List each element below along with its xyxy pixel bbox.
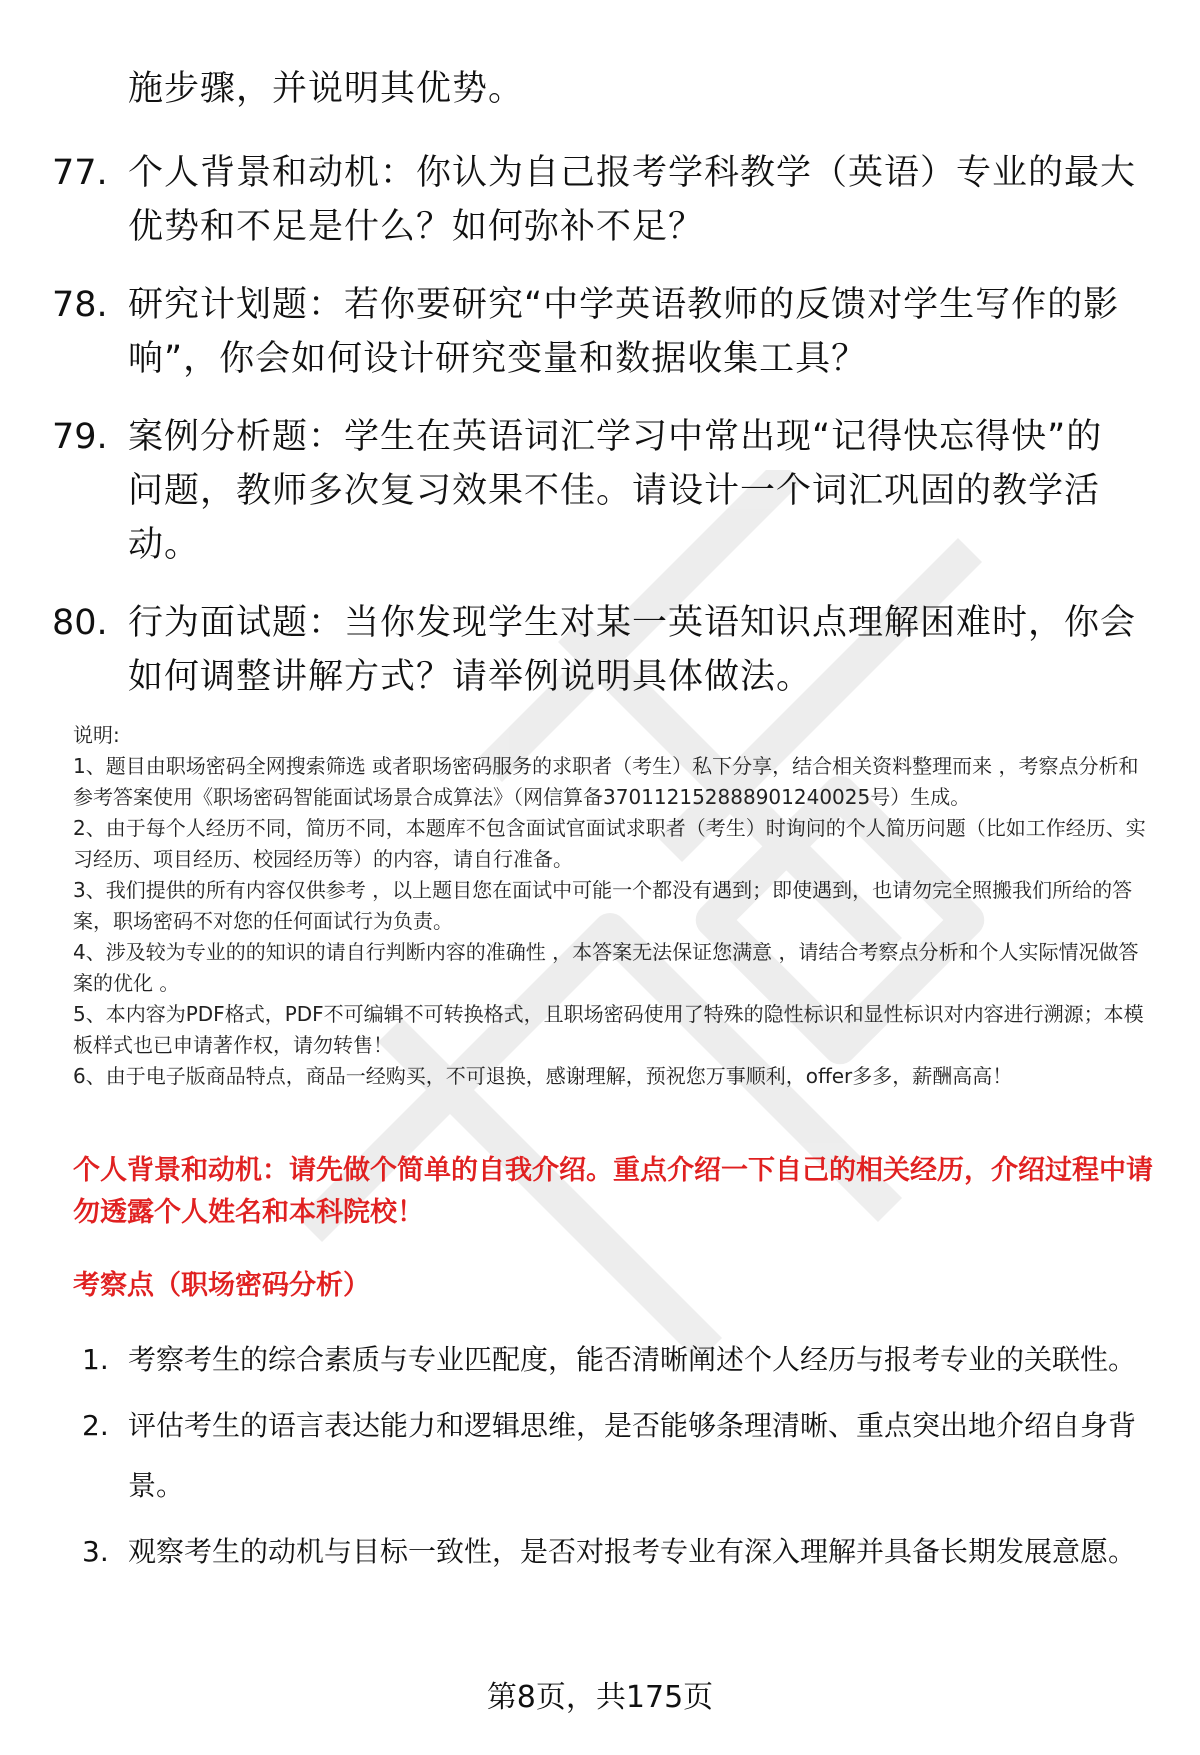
note-item: 1、题目由职场密码全网搜索筛选 或者职场密码服务的求职者（考生）私下分享，结合相关资料整理而来 ，考察点分析和参考答案使用《职场密码智能面试场景合成算法》（网信算备370112152888901240025号）生成。 <box>73 754 1139 809</box>
note-item: 3、我们提供的所有内容仅供参考 ，以上题目您在面试中可能一个都没有遇到；即使遇到，也请勿完全照搬我们所给的答案，职场密码不对您的任何面试行为负责。 <box>73 878 1133 933</box>
note-item: 2、由于每个人经历不同，简历不同，本题库不包含面试官面试求职者（考生）时询问的个人简历问题（比如工作经历、实习经历、项目经历、校园经历等）的内容，请自行准备。 <box>73 816 1146 871</box>
notes-section <box>73 720 1158 1092</box>
analysis-heading: 考察点（职场密码分析） <box>73 1270 370 1301</box>
point-number: 2. <box>82 1409 109 1442</box>
point-number: 1. <box>82 1343 109 1376</box>
question-text: 案例分析题：学生在英语词汇学习中常出现“记得快忘得快”的问题，教师多次复习效果不佳。请设计一个词汇巩固的教学活动。 <box>128 417 1103 565</box>
analysis-point <box>0 1396 1200 1516</box>
point-number: 3. <box>82 1535 109 1568</box>
note-item: 5、本内容为PDF格式，PDF不可编辑不可转换格式，且职场密码使用了特殊的隐性标识和显性标识对内容进行溯源；本模板样式也已申请著作权，请勿转售！ <box>73 1002 1144 1057</box>
question-item <box>0 596 1200 704</box>
question-item <box>0 410 1200 572</box>
analysis-point <box>0 1522 1200 1582</box>
question-list <box>0 62 1200 728</box>
question-text: 行为面试题：当你发现学生对某一英语知识点理解困难时，你会如何调整讲解方式？请举例说明具体做法。 <box>128 603 1137 697</box>
note-item: 6、由于电子版商品特点，商品一经购买，不可退换，感谢理解，预祝您万事顺利，offer多多，薪酬高高！ <box>73 1064 1013 1088</box>
question-text: 个人背景和动机：你认为自己报考学科教学（英语）专业的最大优势和不足是什么？如何弥补不足？ <box>128 153 1137 247</box>
point-text: 观察考生的动机与目标一致性，是否对报考专业有深入理解并具备长期发展意愿。 <box>128 1535 1137 1568</box>
question-item <box>0 278 1200 386</box>
analysis-points <box>0 1330 1200 1588</box>
question-number: 79. <box>52 417 108 457</box>
question-number: 78. <box>52 285 108 325</box>
question-number: 80. <box>52 603 108 643</box>
point-text: 评估考生的语言表达能力和逻辑思维，是否能够条理清晰、重点突出地介绍自身背景。 <box>128 1409 1137 1502</box>
note-item: 4、涉及较为专业的的知识的请自行判断内容的准确性 ，本答案无法保证您满意 ，请结合考察点分析和个人实际情况做答案的优化 。 <box>73 940 1139 995</box>
question-item <box>0 146 1200 254</box>
page-footer: 第8页，共175页 <box>486 1680 714 1715</box>
point-text: 考察考生的综合素质与专业匹配度，能否清晰阐述个人经历与报考专业的关联性。 <box>128 1343 1137 1376</box>
analysis-point <box>0 1330 1200 1390</box>
question-text: 研究计划题：若你要研究“中学英语教师的反馈对学生写作的影响”，你会如何设计研究变量和数据收集工具？ <box>128 285 1120 379</box>
question-continuation: 施步骤，并说明其优势。 <box>128 69 525 109</box>
focus-question-heading: 个人背景和动机：请先做个简单的自我介绍。重点介绍一下自己的相关经历，介绍过程中请勿透露个人姓名和本科院校！ <box>73 1155 1153 1228</box>
notes-title: 说明: <box>73 723 120 747</box>
question-number: 77. <box>52 153 108 193</box>
